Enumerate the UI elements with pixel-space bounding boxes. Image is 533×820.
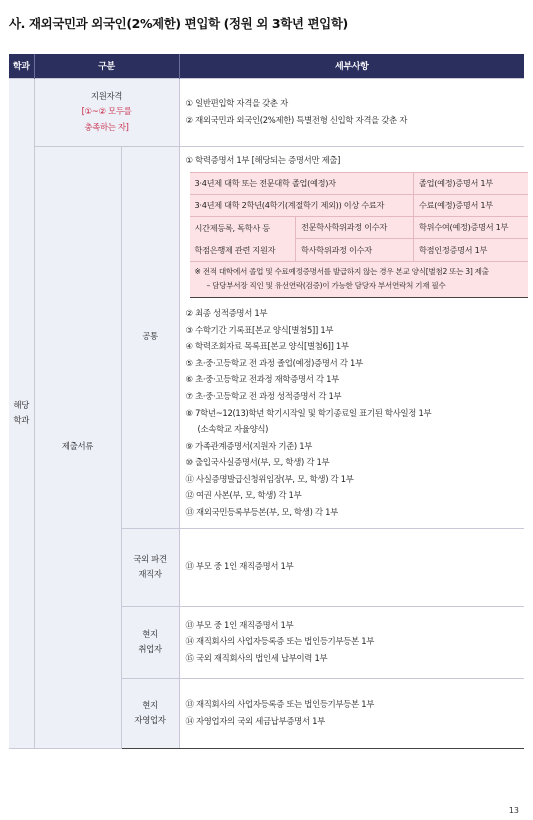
local-self-employed-label-line: 자영업자 <box>134 715 166 725</box>
local-employed-label-cell <box>121 606 179 678</box>
eligibility-label-line: [①~② 모두를 <box>81 106 132 117</box>
header-major: 학과 <box>9 54 34 78</box>
local-self-employed-label-line: 현지 <box>142 699 158 710</box>
inner-merged-line: 학점은행제 관련 지원자 <box>194 244 276 255</box>
inner-cell: 학점인정증명서 1부 <box>414 239 528 262</box>
eligibility-row <box>9 78 524 146</box>
inner-cell: 3·4년제 대학 또는 전문대학 졸업(예정)자 <box>190 172 414 194</box>
inner-table-row <box>190 172 528 194</box>
list-item: ⑩ 출입국사실증명서(부, 모, 학생) 각 1부 <box>185 457 330 468</box>
eligibility-label-line: 충족하는 자] <box>84 121 129 132</box>
list-item: ⑬ 재직회사의 사업자등록증 또는 법인등기부등본 1부 <box>185 698 375 709</box>
list-item: ⑭ 재직회사의 사업자등록증 또는 법인등기부등본 1부 <box>185 636 375 647</box>
inner-cell: 3·4년제 대학 2학년(4학기(계절학기 제외)) 이상 수료자 <box>190 194 414 216</box>
inner-cell: 전문학사학위과정 이수자 <box>296 216 414 239</box>
inner-merged-cell <box>190 216 296 261</box>
page-number: 13 <box>508 806 519 815</box>
list-item: ② 최종 성적증명서 1부 <box>185 307 268 318</box>
local-self-employed-detail <box>179 678 524 748</box>
eligibility-detail <box>179 78 524 146</box>
local-employed-label-line: 취업자 <box>138 644 162 654</box>
list-item: ① 일반편입학 자격을 갖춘 자 <box>185 97 288 108</box>
inner-note-cell <box>190 261 528 297</box>
documents-label-cell: 제출서류 <box>34 146 121 748</box>
common-detail <box>179 146 524 528</box>
admission-table <box>9 54 524 749</box>
inner-cell: 학사학위과정 이수자 <box>296 239 414 262</box>
list-item: ⑨ 가족관계증명서(지원자 기준) 1부 <box>185 440 313 451</box>
list-item: ⑥ 초·중·고등학교 전과정 재학증명서 각 1부 <box>185 374 339 385</box>
list-item: ③ 수학기간 기록표[본교 양식[별첨5]] 1부 <box>185 324 334 335</box>
local-self-employed-label-cell <box>121 678 179 748</box>
list-item: ① 학력증명서 1부 [해당되는 증명서만 제출] <box>185 155 341 166</box>
common-docs-row <box>9 146 524 528</box>
list-item: ⑬ 부모 중 1인 재직증명서 1부 <box>185 619 294 630</box>
inner-cell: 졸업(예정)증명서 1부 <box>414 172 528 194</box>
table-header-row <box>9 54 524 78</box>
note-line: ※ 전적 대학에서 졸업 및 수료예정증명서를 발급하지 않는 경우 본교 양식[별첨2 또는 3] 제출 <box>194 267 489 277</box>
list-item: ⑬ 재외국민등록부등본(부, 모, 학생) 각 1부 <box>185 507 338 518</box>
inner-table-row <box>190 194 528 216</box>
major-label-line: 해당 <box>13 399 30 410</box>
degree-certificate-table <box>190 172 528 298</box>
note-line: – 담당부서장 직인 및 유선연락(검증)이 가능한 담당자 부서연락처 기재 필수 <box>206 281 446 291</box>
dispatched-label-line: 국외 파견 <box>133 553 167 564</box>
eligibility-label-line: 지원자격 <box>90 91 123 102</box>
inner-table-row <box>190 216 528 239</box>
list-item: ⑮ 국외 재직회사의 법인세 납부이력 1부 <box>185 652 328 663</box>
list-item: ⑪ 사실증명발급신청위임장(부, 모, 학생) 각 1부 <box>185 473 354 484</box>
list-item: ⑤ 초·중·고등학교 전 과정 졸업(예정)증명서 각 1부 <box>185 357 363 368</box>
header-category: 구분 <box>34 54 179 78</box>
inner-merged-line: 시간제등록, 독학사 등 <box>194 222 270 233</box>
dispatched-label-line: 재직자 <box>138 569 162 579</box>
page-title: 사. 재외국민과 외국인(2%제한) 편입학 (정원 외 3학년 편입학) <box>9 16 348 31</box>
list-item: (소속학교 자율양식) <box>197 424 269 435</box>
dispatched-detail <box>179 528 524 606</box>
eligibility-label-cell <box>34 78 179 146</box>
list-item: ② 재외국민과 외국인(2%제한) 특별전형 신입학 자격을 갖춘 자 <box>185 114 408 125</box>
header-details: 세부사항 <box>179 54 524 78</box>
local-employed-detail <box>179 606 524 678</box>
list-item: ⑭ 자영업자의 국외 세금납부증명서 1부 <box>185 715 325 726</box>
major-cell <box>9 78 34 748</box>
dispatched-label-cell <box>121 528 179 606</box>
inner-cell: 수료(예정)증명서 1부 <box>414 194 528 216</box>
major-label-line: 학과 <box>13 415 30 425</box>
common-label-cell: 공통 <box>121 146 179 528</box>
local-employed-label-line: 현지 <box>142 628 158 639</box>
inner-note-row <box>190 261 528 297</box>
list-item: ⑦ 초·중·고등학교 전 과정 성적증명서 각 1부 <box>185 390 342 401</box>
list-item: ⑫ 여권 사본(부, 모, 학생) 각 1부 <box>185 490 302 501</box>
list-item: ④ 학력조회자료 목록표[본교 양식[별첨6]] 1부 <box>185 341 349 352</box>
list-item: ⑬ 부모 중 1인 재직증명서 1부 <box>185 561 294 572</box>
list-item: ⑧ 7학년~12(13)학년 학기시작일 및 학기종료일 표기된 학사일정 1부 <box>185 407 432 418</box>
inner-cell: 학위수여(예정)증명서 1부 <box>414 216 528 239</box>
